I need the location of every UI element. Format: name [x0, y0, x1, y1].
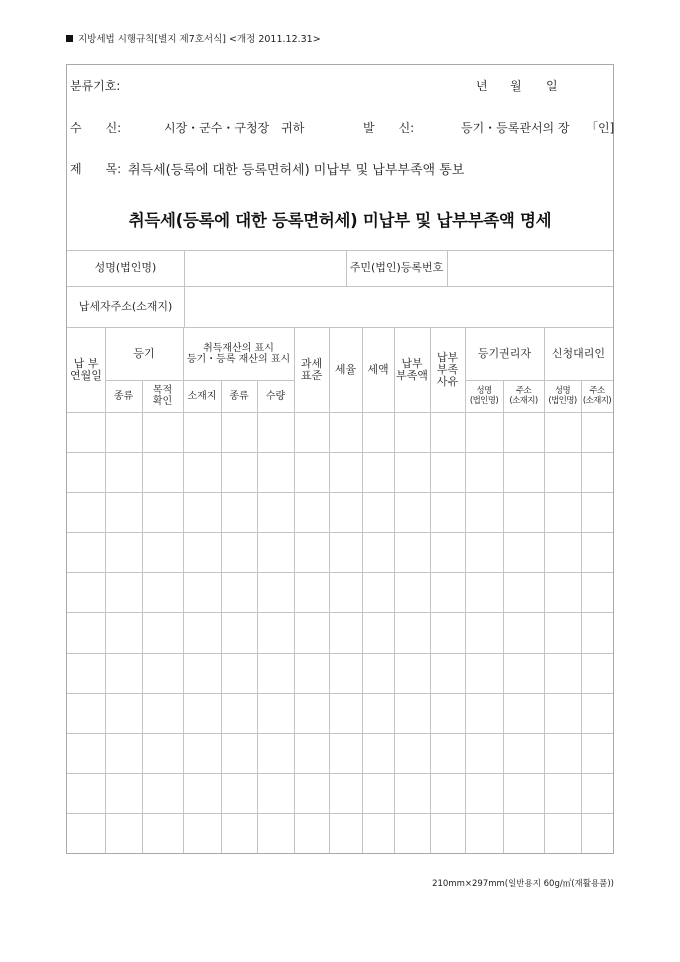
form-frame — [66, 64, 614, 854]
col-registration: 등기 — [133, 346, 155, 360]
document-title: 취득세(등록에 대한 등록면허세) 미납부 및 납부부족액 명세 — [128, 211, 552, 230]
col-tax-amount: 세액 — [367, 362, 389, 376]
seal-mark: 「인] — [586, 121, 615, 135]
paper-spec-footer: 210mm×297mm(일반용지 60g/㎡(재활용품)) — [432, 879, 614, 889]
col-tax-base: 과세 표준 — [300, 356, 323, 382]
name-value-field[interactable] — [184, 250, 346, 286]
col-tax-rate: 세율 — [334, 362, 357, 376]
col-property-quantity: 수량 — [265, 390, 286, 402]
subject-label: 제 목: — [70, 162, 122, 176]
id-number-value-field[interactable] — [447, 250, 613, 286]
table-row[interactable] — [67, 612, 613, 652]
col-property: 취득재산의 표시 등기・등록 재산의 표시 — [186, 342, 291, 365]
date-month-label: 월 — [510, 79, 522, 93]
table-row[interactable] — [67, 813, 613, 853]
sender-value: 등기・등록관서의 장 — [461, 121, 570, 135]
col-agent-address: 주소 (소재지) — [582, 386, 612, 406]
sender-label: 발 신: — [363, 121, 415, 135]
col-rights-holder: 등기권리자 — [477, 346, 532, 360]
table-row[interactable] — [67, 693, 613, 733]
col-registration-purpose: 목적 확인 — [152, 385, 173, 407]
date-day-label: 일 — [546, 79, 558, 93]
table-row[interactable] — [67, 532, 613, 572]
table-row[interactable] — [67, 492, 613, 532]
date-year-label: 년 — [476, 79, 488, 93]
col-agent: 신청대리인 — [551, 346, 606, 360]
col-shortfall-reason: 납부 부족 사유 — [436, 350, 459, 388]
col-shortfall: 납부 부족액 — [396, 356, 428, 382]
address-label: 납세자주소(소재지) — [78, 299, 173, 313]
law-reference-text: 지방세법 시행규칙[별지 제7호서식] <개정 2011.12.31> — [78, 34, 321, 45]
recipient-label: 수 신: — [70, 121, 122, 135]
col-rights-holder-address: 주소 (소재지) — [509, 386, 538, 406]
col-registration-type: 종류 — [113, 390, 134, 402]
table-row[interactable] — [67, 653, 613, 693]
col-agent-name: 성명 (법인명) — [548, 386, 577, 406]
col-property-type: 종류 — [229, 390, 249, 402]
table-row[interactable] — [67, 733, 613, 773]
col-property-location: 소재지 — [187, 390, 217, 402]
classification-label: 분류기호: — [70, 79, 121, 93]
law-reference — [66, 31, 321, 45]
address-value-field[interactable] — [184, 286, 613, 327]
col-payment-date: 납 부 연월일 — [70, 356, 102, 382]
table-row[interactable] — [67, 412, 613, 452]
col-rights-holder-name: 성명 (법인명) — [469, 386, 499, 406]
subject-value: 취득세(등록에 대한 등록면허세) 미납부 및 납부부족액 통보 — [128, 163, 465, 178]
table-row[interactable] — [67, 572, 613, 612]
recipient-value: 시장・군수・구청장 귀하 — [164, 121, 305, 135]
table-row[interactable] — [67, 773, 613, 813]
id-number-label: 주민(법인)등록번호 — [349, 261, 444, 274]
name-label: 성명(법인명) — [94, 261, 157, 274]
square-bullet-icon — [66, 35, 73, 42]
table-row[interactable] — [67, 452, 613, 492]
